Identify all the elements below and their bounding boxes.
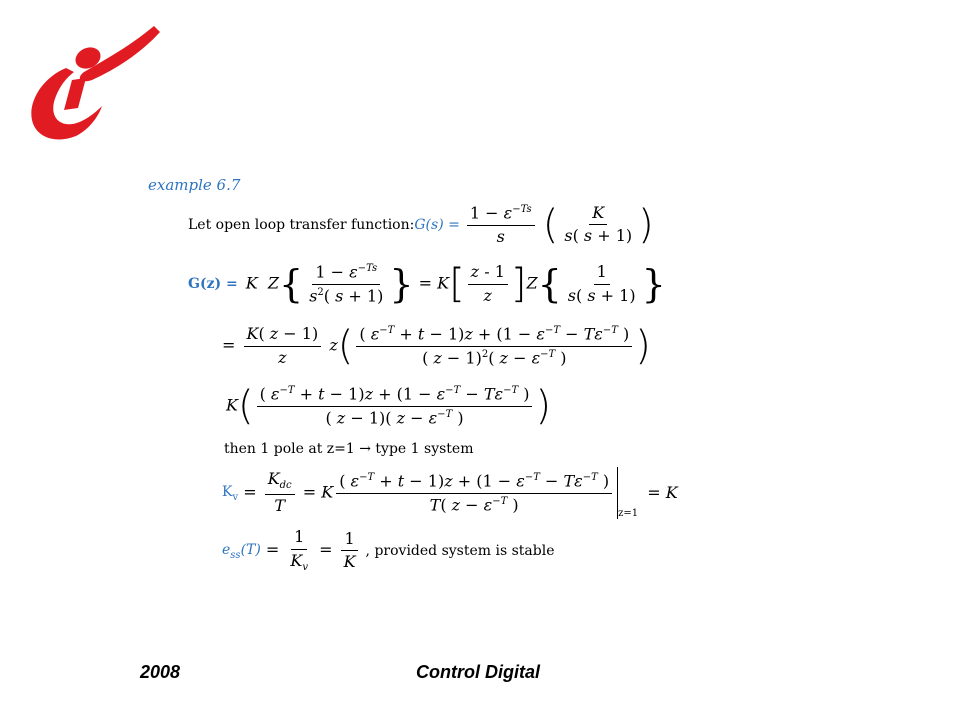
- equation-gz: G(z) = K Z{ $\frac{1 - \varepsilon^{-Ts}}{s^2( s + 1)}$ } = K[ $\frac{z - 1}{z}$ ]Z{ $\frac{1}{s( s + 1)}$ }: [188, 261, 666, 307]
- ess-lhs: $e_{ss}(T)$: [222, 541, 261, 561]
- eval-point: z=1: [618, 508, 639, 519]
- equation-kv: $K_v$ = $\frac{K_{dc}}{T}$ = K $\frac{( \varepsilon^{-T} + t - 1)z + (1 - \varepsilon^{-T} - T\varepsilon^{-T} )}{T( z - \varepsilon^{-T} )}$ z=1 = K: [222, 462, 678, 524]
- kv-lhs: $K_v$: [222, 483, 239, 503]
- footer-course: Control Digital: [416, 662, 540, 682]
- equation-ess: $e_{ss}(T)$ = $\frac{1}{K_v}$ = $\frac{1}{K}$ , provided system is stable: [222, 527, 555, 574]
- logo-i-icon: [22, 18, 172, 148]
- equation-gs: Let open loop transfer function: G(s) = $\frac{1 - \varepsilon^{-Ts}}{s}$ ( $\frac{K}{s( s + 1)}$ ): [188, 201, 654, 248]
- kv-result: = K: [647, 482, 678, 502]
- stability-note: , provided system is stable: [365, 543, 555, 559]
- equation-step4: K( $\frac{( \varepsilon^{-T} + t - 1)z + (1 - \varepsilon^{-T} - T\varepsilon^{-T} )}{( z - 1)( z - \varepsilon^{-T} )}$ ): [226, 383, 552, 429]
- pole-statement: then 1 pole at z=1 → type 1 system: [224, 441, 474, 457]
- example-label: example 6.7: [148, 176, 241, 194]
- gs-lhs: G(s) =: [414, 217, 460, 233]
- equation-step3: = $\frac{K( z - 1)}{z}$ z( $\frac{( \varepsilon^{-T} + t - 1)z + (1 - \varepsilon^{-T} - T\varepsilon^{-T} )}{( z - 1)^2( z - \varepsilon^{-T} )}$ ): [222, 323, 651, 369]
- gz-lhs: G(z) =: [188, 276, 238, 292]
- line1-text: Let open loop transfer function:: [188, 217, 415, 233]
- footer-year: 2008: [140, 662, 181, 682]
